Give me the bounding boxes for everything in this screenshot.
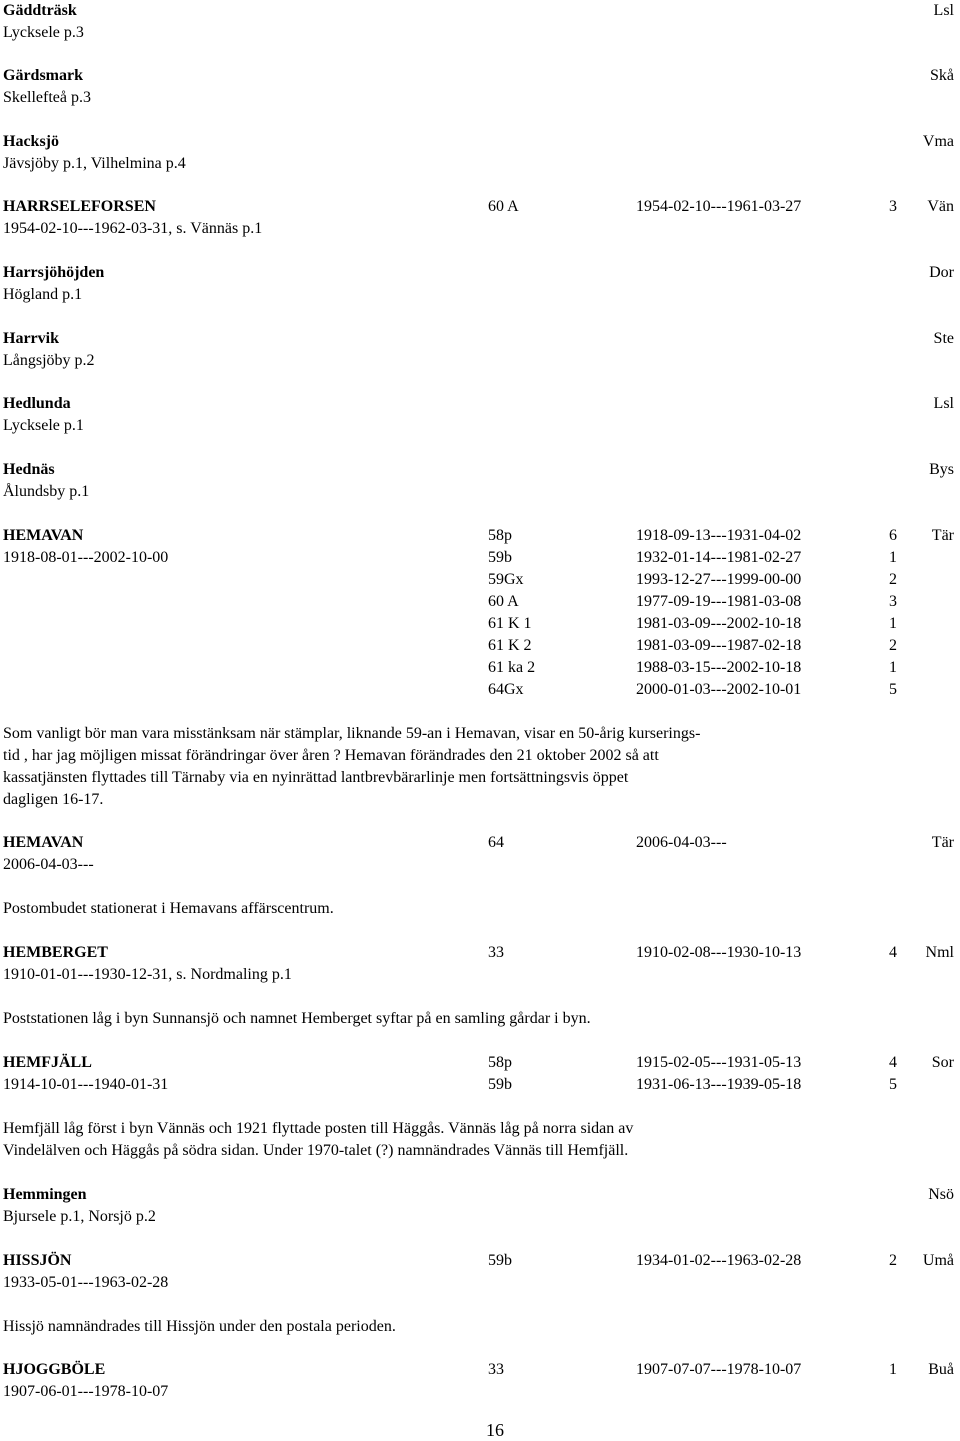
place-location: Lycksele p.1 bbox=[3, 417, 84, 434]
place-location: Skellefteå p.3 bbox=[3, 89, 91, 106]
stamp-type: 59Gx bbox=[488, 571, 524, 588]
stamp-type: 59b bbox=[488, 1252, 512, 1269]
region-code: Sor bbox=[931, 1054, 954, 1071]
region-code: Lsl bbox=[933, 395, 954, 412]
office-period: 1914-10-01---1940-01-31 bbox=[3, 1076, 169, 1093]
stamp-dates: 1918-09-13---1931-04-02 bbox=[636, 527, 802, 544]
stamp-dates: 2006-04-03--- bbox=[636, 834, 727, 851]
entry-note: Hissjö namnändrades till Hissjön under den postala perioden. bbox=[3, 1318, 396, 1335]
stamp-dates: 1981-03-09---1987-02-18 bbox=[636, 637, 802, 654]
stamp-count: 1 bbox=[889, 659, 897, 676]
post-office-name: HARRSELEFORSEN bbox=[3, 198, 156, 215]
region-code: Nsö bbox=[928, 1186, 954, 1203]
stamp-count: 3 bbox=[889, 198, 897, 215]
stamp-type: 33 bbox=[488, 944, 504, 961]
place-location: Lycksele p.3 bbox=[3, 24, 84, 41]
place-name: Hedlunda bbox=[3, 395, 71, 412]
post-office-name: HJOGGBÖLE bbox=[3, 1361, 106, 1378]
region-code: Vma bbox=[922, 133, 954, 150]
stamp-count: 3 bbox=[889, 593, 897, 610]
post-office-name: HEMAVAN bbox=[3, 527, 84, 544]
stamp-count: 4 bbox=[889, 944, 897, 961]
stamp-dates: 1931-06-13---1939-05-18 bbox=[636, 1076, 802, 1093]
region-code: Umå bbox=[922, 1252, 954, 1269]
stamp-count: 1 bbox=[889, 615, 897, 632]
stamp-count: 6 bbox=[889, 527, 897, 544]
place-location: Högland p.1 bbox=[3, 286, 83, 303]
stamp-type: 61 K 1 bbox=[488, 615, 532, 632]
office-period: 1954-02-10---1962-03-31, s. Vännäs p.1 bbox=[3, 220, 263, 237]
region-code: Tär bbox=[931, 527, 954, 544]
place-location: Långsjöby p.2 bbox=[3, 352, 95, 369]
stamp-type: 59b bbox=[488, 549, 512, 566]
stamp-dates: 1907-07-07---1978-10-07 bbox=[636, 1361, 802, 1378]
stamp-count: 1 bbox=[889, 1361, 897, 1378]
stamp-dates: 1910-02-08---1930-10-13 bbox=[636, 944, 802, 961]
entry-note: Poststationen låg i byn Sunnansjö och namnet Hemberget syftar på en samling gårdar i byn. bbox=[3, 1010, 591, 1027]
stamp-type: 60 A bbox=[488, 198, 519, 215]
place-name: Hemmingen bbox=[3, 1186, 87, 1203]
region-code: Tär bbox=[931, 834, 954, 851]
stamp-dates: 1915-02-05---1931-05-13 bbox=[636, 1054, 802, 1071]
place-name: Hacksjö bbox=[3, 133, 59, 150]
entry-note: Som vanligt bör man vara misstänksam när stämplar, liknande 59-an i Hemavan, visar en 50-årig kurserings- tid , har jag möjligen missat förändringar över åren ? Hemavan förändrades den 21 oktober 2002 så att kassatjänsten flyttades till Tärnaby via en nyinrättad lantbrevbärarlinje men fortsättningsvis öppet dagligen 16-17. bbox=[3, 725, 701, 808]
region-code: Vän bbox=[927, 198, 954, 215]
stamp-type: 58p bbox=[488, 1054, 512, 1071]
stamp-type: 33 bbox=[488, 1361, 504, 1378]
stamp-count: 4 bbox=[889, 1054, 897, 1071]
office-period: 1918-08-01---2002-10-00 bbox=[3, 549, 169, 566]
post-office-name: HEMAVAN bbox=[3, 834, 84, 851]
entry-note: Postombudet stationerat i Hemavans affärscentrum. bbox=[3, 900, 334, 917]
region-code: Ste bbox=[933, 330, 954, 347]
stamp-count: 2 bbox=[889, 637, 897, 654]
region-code: Buå bbox=[928, 1361, 954, 1378]
stamp-type: 61 K 2 bbox=[488, 637, 532, 654]
page-number: 16 bbox=[486, 1420, 504, 1440]
region-code: Skå bbox=[930, 67, 954, 84]
post-office-name: HEMBERGET bbox=[3, 944, 108, 961]
office-period: 1933-05-01---1963-02-28 bbox=[3, 1274, 169, 1291]
stamp-dates: 1993-12-27---1999-00-00 bbox=[636, 571, 802, 588]
office-period: 1910-01-01---1930-12-31, s. Nordmaling p.1 bbox=[3, 966, 292, 983]
stamp-dates: 1934-01-02---1963-02-28 bbox=[636, 1252, 802, 1269]
stamp-type: 61 ka 2 bbox=[488, 659, 536, 676]
stamp-dates: 1981-03-09---2002-10-18 bbox=[636, 615, 802, 632]
stamp-dates: 2000-01-03---2002-10-01 bbox=[636, 681, 802, 698]
office-period: 2006-04-03--- bbox=[3, 856, 94, 873]
post-office-name: HISSJÖN bbox=[3, 1252, 72, 1269]
place-name: Gäddträsk bbox=[3, 2, 77, 19]
stamp-type: 60 A bbox=[488, 593, 519, 610]
stamp-count: 1 bbox=[889, 549, 897, 566]
stamp-type: 58p bbox=[488, 527, 512, 544]
entry-note: Hemfjäll låg först i byn Vännäs och 1921 flyttade posten till Häggås. Vännäs låg på norra sidan av Vindelälven och Häggås på södra sidan. Under 1970-talet (?) namnändrades Vännäs till Hemfjäll. bbox=[3, 1120, 634, 1159]
stamp-dates: 1977-09-19---1981-03-08 bbox=[636, 593, 802, 610]
post-office-name: HEMFJÄLL bbox=[3, 1054, 92, 1071]
stamp-dates: 1954-02-10---1961-03-27 bbox=[636, 198, 802, 215]
region-code: Dor bbox=[929, 264, 954, 281]
place-location: Bjursele p.1, Norsjö p.2 bbox=[3, 1208, 156, 1225]
stamp-type: 64Gx bbox=[488, 681, 524, 698]
place-name: Harrvik bbox=[3, 330, 59, 347]
stamp-type: 64 bbox=[488, 834, 504, 851]
place-name: Harrsjöhöjden bbox=[3, 264, 105, 281]
stamp-count: 5 bbox=[889, 681, 897, 698]
place-name: Gärdsmark bbox=[3, 67, 83, 84]
office-period: 1907-06-01---1978-10-07 bbox=[3, 1383, 169, 1400]
place-name: Hednäs bbox=[3, 461, 55, 478]
stamp-count: 2 bbox=[889, 571, 897, 588]
stamp-count: 2 bbox=[889, 1252, 897, 1269]
region-code: Nml bbox=[925, 944, 954, 961]
place-location: Jävsjöby p.1, Vilhelmina p.4 bbox=[3, 155, 186, 172]
place-location: Ålundsby p.1 bbox=[3, 483, 90, 500]
stamp-dates: 1932-01-14---1981-02-27 bbox=[636, 549, 802, 566]
stamp-dates: 1988-03-15---2002-10-18 bbox=[636, 659, 802, 676]
region-code: Lsl bbox=[933, 2, 954, 19]
stamp-count: 5 bbox=[889, 1076, 897, 1093]
stamp-type: 59b bbox=[488, 1076, 512, 1093]
region-code: Bys bbox=[929, 461, 954, 478]
